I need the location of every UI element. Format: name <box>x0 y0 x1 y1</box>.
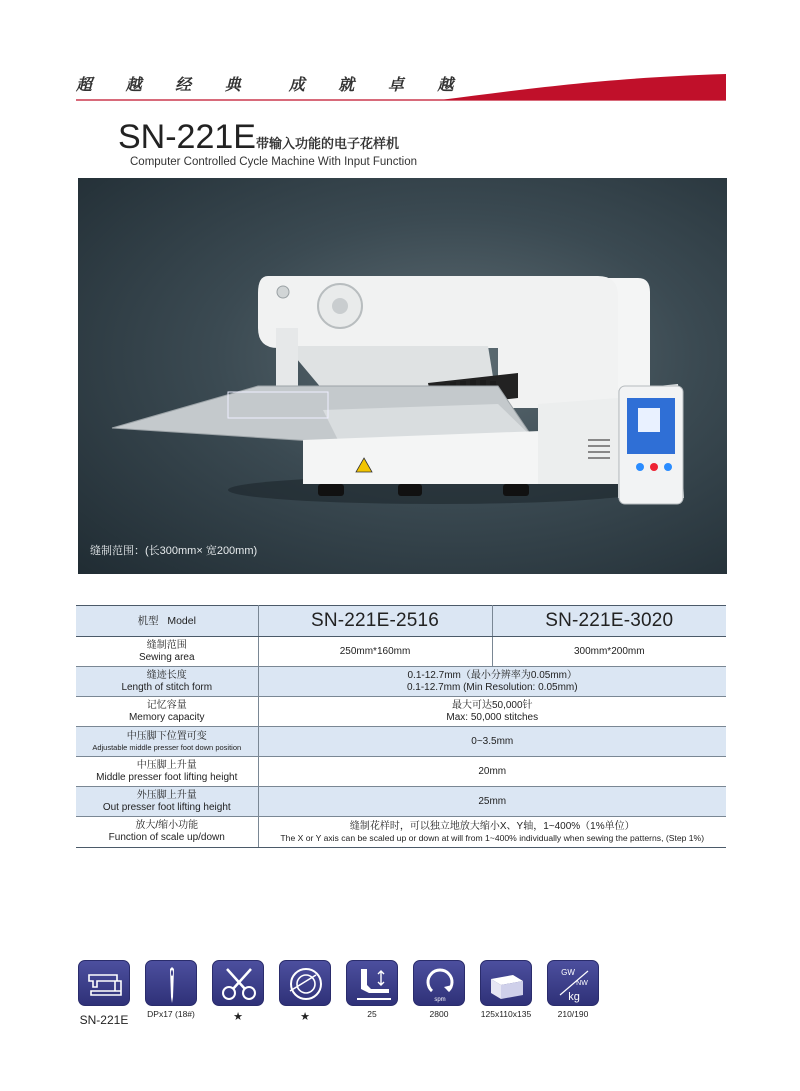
table-row <box>76 817 726 848</box>
row-label-cn: 中压脚下位置可变 <box>126 730 207 742</box>
row-label-cn: 外压脚上升量 <box>136 789 197 801</box>
row-value-cn: 最大可达50,000针 <box>451 699 533 711</box>
thread-winder-icon <box>279 960 331 1006</box>
sewing-machine-illustration <box>78 178 727 574</box>
table-row <box>76 757 726 787</box>
weight-gw-label: GW <box>561 968 575 977</box>
header-slogan <box>76 72 467 95</box>
row-value-en: 0.1-12.7mm (Min Resolution: 0.05mm) <box>406 681 578 693</box>
model-title: SN-221E <box>118 118 256 156</box>
table-row <box>76 697 726 727</box>
row-label-en: Memory capacity <box>128 711 205 723</box>
icon-caption: 2800 <box>429 1009 449 1019</box>
weight-kg-label: kg <box>568 991 580 1003</box>
table-row <box>76 787 726 817</box>
model-col2-cell: SN-221E-3020 <box>492 606 726 637</box>
row-label-cn: 缝制范围 <box>146 639 187 651</box>
row-label <box>76 787 258 817</box>
row-value-cn: 缝制花样时，可以独立地放大缩小X、Y轴，1~400%（1%单位） <box>349 820 635 832</box>
icon-caption: DPx17 (18#) <box>147 1009 195 1019</box>
slogan-left: 超 越 经 典 <box>76 75 255 94</box>
row-label-en: Sewing area <box>138 651 195 663</box>
weight-nw-label: NW <box>576 980 588 987</box>
row-label-cn: 缝迹长度 <box>146 669 187 681</box>
table-row <box>76 637 726 667</box>
row-label-en: Length of stitch form <box>121 681 213 693</box>
feature-icons <box>78 960 618 1030</box>
row-value <box>258 667 726 697</box>
model-label-en: Model <box>167 615 196 627</box>
row-label-cn: 中压脚上升量 <box>136 759 197 771</box>
photo-caption: 缝制范围：(长300mm× 宽200mm) <box>90 545 258 557</box>
subtitle-cn: 带输入功能的电子花样机 <box>256 136 400 151</box>
icon-caption: 25 <box>367 1009 377 1019</box>
package-box-icon <box>480 960 532 1006</box>
row-label-cn: 放大/缩小功能 <box>135 820 199 831</box>
row-label-en: Out presser foot lifting height <box>102 801 231 813</box>
icon-caption: ★ <box>300 1011 310 1023</box>
row-value: 20mm <box>258 757 726 787</box>
icon-caption: 210/190 <box>557 1009 589 1019</box>
thread-trimmer-icon <box>212 960 264 1006</box>
row-label <box>76 757 258 787</box>
machine-icon <box>78 960 130 1006</box>
row-value-en: Max: 50,000 stitches <box>446 711 539 723</box>
row-label <box>76 697 258 727</box>
table-row <box>76 667 726 697</box>
speed-inner-label: spm <box>434 997 446 1003</box>
presser-foot-icon <box>346 960 398 1006</box>
table-row <box>76 727 726 757</box>
model-col1-cell: SN-221E-2516 <box>258 606 492 637</box>
model-label-cn: 机型 <box>137 615 159 627</box>
row-value <box>258 697 726 727</box>
row-label-en: Adjustable middle presser foot down position <box>92 742 242 752</box>
speed-icon <box>413 960 465 1006</box>
row-value-en: The X or Y axis can be scaled up or down at will from 1~400% individually when sewing the patterns, (Step 1%) <box>280 832 705 843</box>
row-label <box>76 727 258 757</box>
icon-caption: ★ <box>233 1011 243 1023</box>
row-value-col2: 300mm*200mm <box>492 637 726 667</box>
row-label-en: Function of scale up/down <box>108 832 225 843</box>
needle-icon <box>145 960 197 1006</box>
table-header-row <box>76 606 726 637</box>
row-label <box>76 637 258 667</box>
weight-icon <box>547 960 599 1006</box>
subtitle-en: Computer Controlled Cycle Machine With Input Function <box>130 156 417 168</box>
icon-caption: SN-221E <box>79 1013 129 1027</box>
row-value: 25mm <box>258 787 726 817</box>
slogan-right: 成 就 卓 越 <box>288 75 468 94</box>
row-value-cn: 0.1-12.7mm（最小分辨率为0.05mm） <box>407 669 577 681</box>
icon-caption: 125x110x135 <box>480 1009 532 1019</box>
row-value: 0~3.5mm <box>258 727 726 757</box>
spec-table <box>76 605 726 848</box>
product-photo <box>78 178 727 574</box>
model-label-cell <box>76 606 258 637</box>
row-value-col1: 250mm*160mm <box>258 637 492 667</box>
row-label-en: Middle presser foot lifting height <box>96 771 238 783</box>
row-label <box>76 817 258 848</box>
row-label-cn: 记忆容量 <box>146 699 187 711</box>
row-value <box>258 817 726 848</box>
row-label <box>76 667 258 697</box>
